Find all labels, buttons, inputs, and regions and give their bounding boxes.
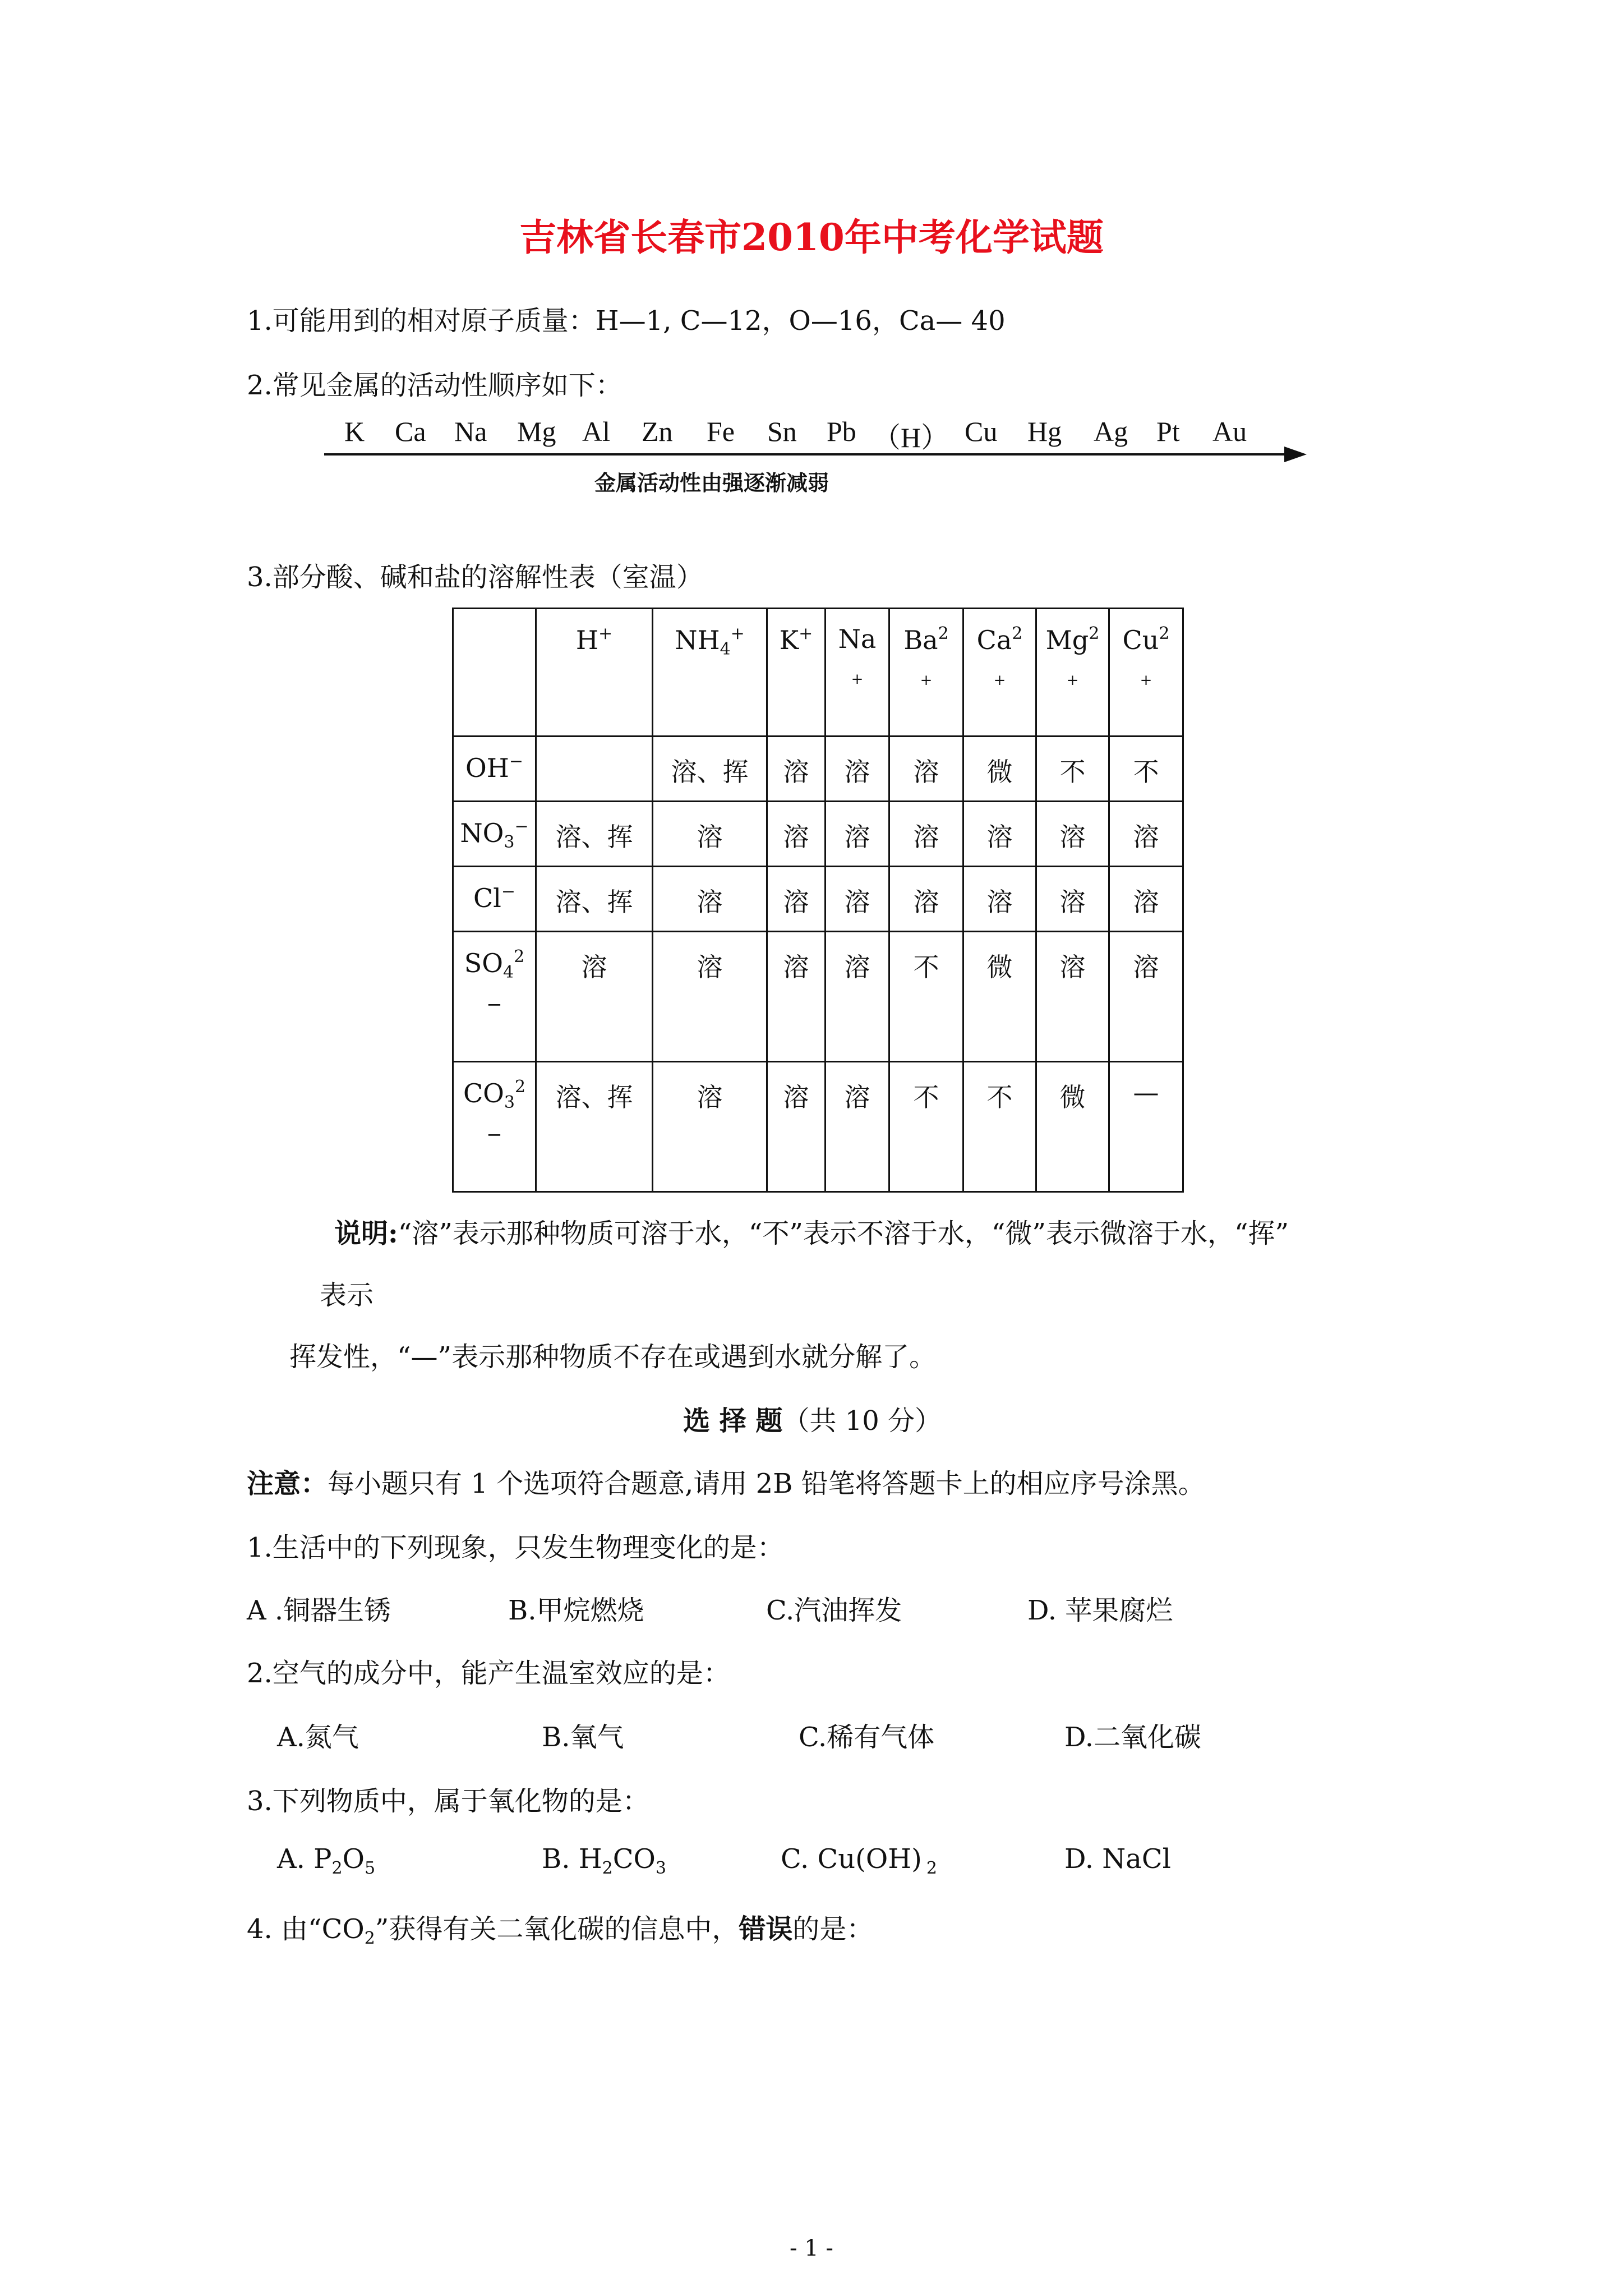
table-cell: 溶: [767, 932, 826, 1062]
table-cell: 溶: [767, 802, 826, 867]
question-4-stem: 4. 由“$CO_2$”获得有关二氧化碳的信息中，错误的是：: [247, 1913, 874, 1948]
note-line-1: [334, 1212, 1289, 1250]
table-cell: 微: [963, 932, 1036, 1062]
table-cell: 不: [1036, 737, 1109, 802]
table-row: [453, 932, 1183, 1062]
table-cell: 溶: [767, 867, 826, 932]
table-header-row: [453, 609, 1183, 737]
metal-symbol: Sn: [767, 416, 797, 447]
table-col-header: $NH_4^+$: [653, 609, 767, 737]
attention-text: 每小题只有 1 个选项符合题意,请用 2B 铅笔将答题卡上的相应序号涂黑。: [328, 1468, 1205, 1499]
metal-symbol: Na: [454, 416, 487, 447]
note-line-2: 表示: [320, 1280, 374, 1311]
table-row-header: Cl−: [453, 867, 536, 932]
table-cell: 溶、挥: [536, 802, 653, 867]
question-3-stem: 3.下列物质中，属于氧化物的是：: [247, 1786, 649, 1817]
table-cell: 溶: [826, 802, 889, 867]
note-text: “溶”表示那种物质可溶于水，“不”表示不溶于水，“微”表示微溶于水，“挥”: [398, 1218, 1289, 1249]
table-cell: 微: [1036, 1062, 1109, 1192]
attention-line: [247, 1462, 1205, 1501]
metal-symbol: Fe: [707, 416, 735, 447]
intro-line-3: 3.部分酸、碱和盐的溶解性表（室温）: [247, 562, 703, 593]
table-cell: 不: [889, 1062, 963, 1192]
question-1-option-a: A .铜器生锈: [247, 1595, 391, 1626]
table-cell: 溶: [1036, 932, 1109, 1062]
table-cell: 溶: [653, 1062, 767, 1192]
table-cell: 溶: [1036, 802, 1109, 867]
question-3-option-c: C. Cu(OH) $_2$: [781, 1843, 937, 1878]
table-cell: 不: [963, 1062, 1036, 1192]
question-1-option-b: B.甲烷燃烧: [508, 1595, 644, 1626]
metal-symbol: Ag: [1094, 416, 1128, 447]
table-col-header: Na +: [826, 609, 889, 737]
table-col-header: $Cu^2$ +: [1109, 609, 1183, 737]
table-cell: 溶: [889, 802, 963, 867]
table-cell: 溶: [653, 867, 767, 932]
section-heading: [683, 1399, 942, 1438]
table-cell: 溶: [536, 932, 653, 1062]
table-cell: 溶: [1036, 867, 1109, 932]
table-col-header: H+: [536, 609, 653, 737]
metal-symbol: Pt: [1156, 416, 1180, 447]
page-number: - 1 -: [790, 2235, 833, 2261]
solubility-table: [452, 608, 1184, 1193]
intro-line-1: 1.可能用到的相对原子质量：H—1, C—12，O—16，Ca— 40: [247, 305, 1006, 337]
table-cell: 溶、挥: [653, 737, 767, 802]
table-col-header: $Ca^2$ +: [963, 609, 1036, 737]
table-cell: 微: [963, 737, 1036, 802]
table-row-header: $NO_3^-$: [453, 802, 536, 867]
table-cell: 溶: [653, 802, 767, 867]
table-cell: 不: [1109, 737, 1183, 802]
table-cell: 溶: [826, 737, 889, 802]
metal-symbol: （H）: [873, 422, 949, 453]
arrow-right-icon: [1284, 447, 1307, 462]
metal-symbol: Cu: [965, 416, 998, 447]
table-row: [453, 802, 1183, 867]
table-cell: 溶: [963, 867, 1036, 932]
metal-activity-series: [324, 415, 1289, 453]
question-1-option-c: C.汽油挥发: [766, 1595, 902, 1626]
table-row: [453, 867, 1183, 932]
question-2-stem: 2.空气的成分中，能产生温室效应的是：: [247, 1658, 730, 1689]
question-3-option-a: A. $P_2O_5$: [277, 1843, 376, 1878]
question-3-option-d: D. NaCl: [1064, 1843, 1171, 1875]
table-cell: 溶、挥: [536, 1062, 653, 1192]
page-title: 吉林省长春市2010年中考化学试题: [519, 215, 1104, 259]
note-line-3: 挥发性，“—”表示那种物质不存在或遇到水就分解了。: [289, 1341, 937, 1373]
section-title: 选 择 题: [683, 1405, 783, 1437]
table-cell: 溶: [889, 737, 963, 802]
metal-symbol: K: [344, 416, 365, 447]
table-cell: 溶: [963, 802, 1036, 867]
table-row: [453, 737, 1183, 802]
metal-symbol: Al: [582, 416, 610, 447]
question-2-option-d: D.二氧化碳: [1064, 1722, 1202, 1753]
activity-arrow-line: [324, 453, 1289, 455]
table-row-header: OH−: [453, 737, 536, 802]
table-cell: 不: [889, 932, 963, 1062]
table-cell: 溶: [1109, 802, 1183, 867]
table-col-header: $Mg^2$ +: [1036, 609, 1109, 737]
table-cell: 溶: [767, 737, 826, 802]
section-score: （共 10 分）: [782, 1405, 942, 1437]
metal-symbol: Pb: [827, 416, 856, 447]
table-cell: 溶: [1109, 932, 1183, 1062]
table-cell: 溶: [889, 867, 963, 932]
table-cell: 溶: [1109, 867, 1183, 932]
table-cell: 溶: [826, 867, 889, 932]
table-cell: 溶: [767, 1062, 826, 1192]
metal-symbol: Hg: [1027, 416, 1062, 447]
metal-symbol: Zn: [642, 416, 673, 447]
question-2-option-c: C.稀有气体: [799, 1722, 935, 1753]
question-3-option-b: B. $H_2CO_3$: [542, 1843, 666, 1878]
table-col-header: K+: [767, 609, 826, 737]
metal-symbol: Au: [1212, 416, 1247, 447]
table-cell: 溶、挥: [536, 867, 653, 932]
table-row-header: $SO_4^2$ −: [453, 932, 536, 1062]
attention-label: 注意：: [247, 1468, 328, 1499]
question-1-stem: 1.生活中的下列现象，只发生物理变化的是：: [247, 1532, 784, 1563]
metal-symbol: Ca: [395, 416, 426, 447]
table-cell: 溶: [826, 932, 889, 1062]
table-cell: 溶: [826, 1062, 889, 1192]
table-cell: —: [1109, 1062, 1183, 1192]
table-col-header: $Ba^2$ +: [889, 609, 963, 737]
table-corner-cell: [453, 609, 536, 737]
question-2-option-a: A.氮气: [277, 1722, 359, 1753]
metal-symbol: Mg: [517, 416, 556, 447]
table-row: [453, 1062, 1183, 1192]
question-2-option-b: B.氧气: [542, 1722, 624, 1753]
metal-activity-caption: 金属活动性由强逐渐减弱: [594, 471, 829, 495]
table-cell: 溶: [653, 932, 767, 1062]
table-cell: [536, 737, 653, 802]
intro-line-2: 2.常见金属的活动性顺序如下：: [247, 370, 623, 401]
note-label: 说明:: [334, 1218, 398, 1249]
table-row-header: $CO_3^2$ −: [453, 1062, 536, 1192]
question-1-option-d: D. 苹果腐烂: [1027, 1595, 1173, 1626]
